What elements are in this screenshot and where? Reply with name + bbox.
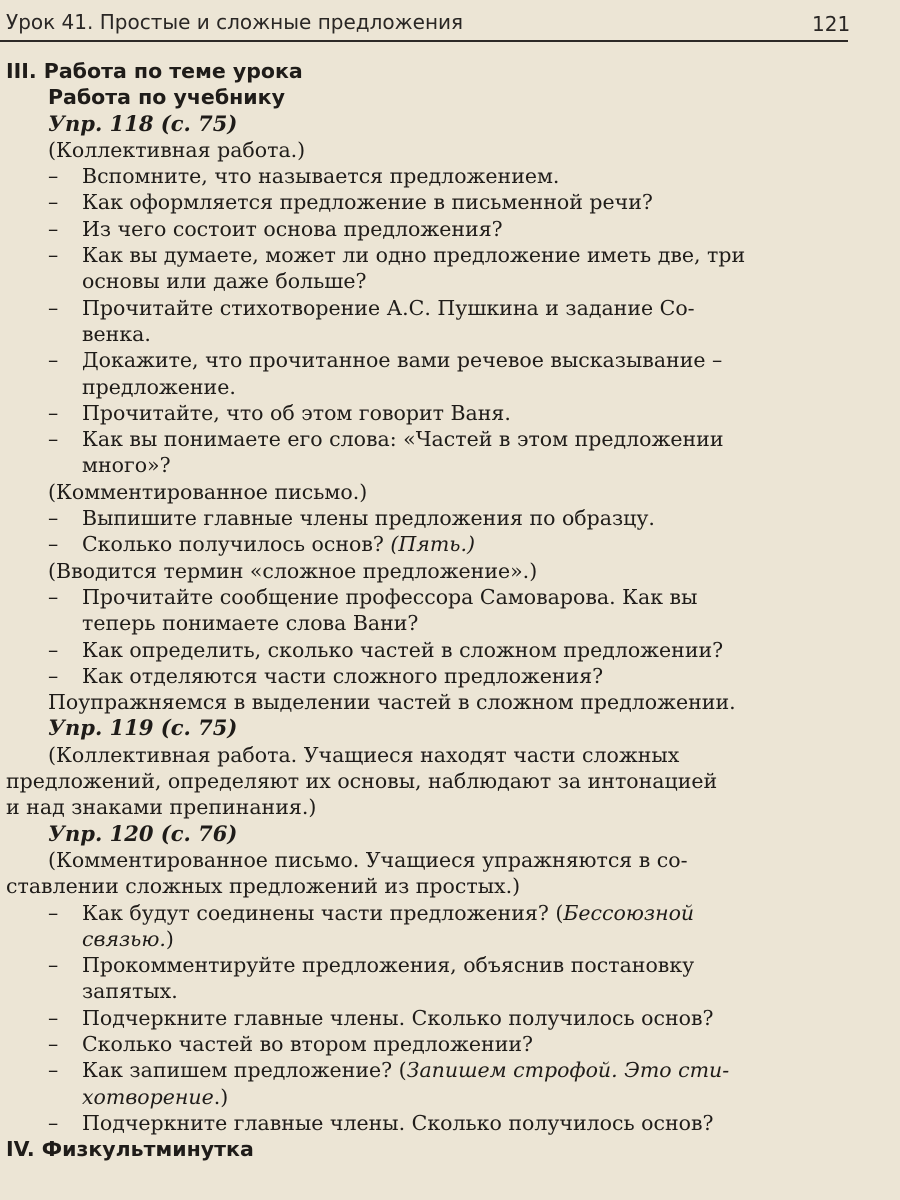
line-text: Прокомментируйте предложения, объяснив постановку xyxy=(82,953,695,978)
question-continuation xyxy=(0,610,860,636)
question-line xyxy=(0,295,860,321)
line-text: Упр. 120 (с. 76) xyxy=(48,820,238,846)
dash-bullet: – xyxy=(48,663,59,688)
running-title: Урок 41. Простые и сложные предложения xyxy=(6,10,464,34)
dash-bullet: – xyxy=(48,190,59,215)
dash-bullet: – xyxy=(48,348,59,373)
line-text: Подчеркните главные члены. Сколько получилось основ? xyxy=(82,1110,714,1135)
line-text: Подчеркните главные члены. Сколько получилось основ? xyxy=(82,1005,714,1030)
question-line xyxy=(0,1110,860,1136)
paragraph-line xyxy=(0,847,860,873)
question-line xyxy=(0,637,860,663)
question-line xyxy=(0,163,860,189)
question-line xyxy=(0,531,860,557)
dash-bullet: – xyxy=(48,953,59,978)
question-line xyxy=(0,1031,860,1057)
line-tail: ) xyxy=(165,926,174,951)
line-text: IV. Физкультминутка xyxy=(6,1137,254,1162)
subheading xyxy=(0,84,860,110)
line-text: ставлении сложных предложений из простых.) xyxy=(6,874,521,899)
dash-bullet: – xyxy=(48,216,59,241)
line-text: основы или даже больше? xyxy=(82,269,367,294)
italic-answer: Бессоюзной xyxy=(563,900,695,925)
question-line xyxy=(0,663,860,689)
dash-bullet: – xyxy=(48,164,59,189)
line-text: Прочитайте, что об этом говорит Ваня. xyxy=(82,400,511,425)
line-text: запятых. xyxy=(82,979,178,1004)
line-text: (Коллективная работа. Учащиеся находят части сложных xyxy=(48,742,680,767)
page-body xyxy=(0,58,860,1162)
line-text: Сколько частей во втором предложении? xyxy=(82,1031,534,1056)
paragraph-line xyxy=(0,742,860,768)
line-text: Упр. 119 (с. 75) xyxy=(48,715,238,741)
italic-answer: (Пять.) xyxy=(390,532,475,557)
paragraph-continuation xyxy=(0,768,860,794)
line-text: (Комментированное письмо.) xyxy=(48,479,368,504)
question-line xyxy=(0,242,860,268)
line-text: много»? xyxy=(82,453,171,478)
line-text: венка. xyxy=(82,321,151,346)
paragraph-line xyxy=(0,558,860,584)
dash-bullet: – xyxy=(48,243,59,268)
line-text: Как вы думаете, может ли одно предложение иметь две, три xyxy=(82,243,746,268)
dash-bullet: – xyxy=(48,1005,59,1030)
line-text: Как будут соединены части предложения? ( xyxy=(82,900,564,925)
line-tail: .) xyxy=(213,1084,229,1109)
line-text: Докажите, что прочитанное вами речевое высказывание – xyxy=(82,348,723,373)
line-text: (Коллективная работа.) xyxy=(48,137,306,162)
line-text: Как определить, сколько частей в сложном предложении? xyxy=(82,637,724,662)
question-line xyxy=(0,584,860,610)
question-continuation xyxy=(0,374,860,400)
line-text: предложений, определяют их основы, наблюдают за интонацией xyxy=(6,769,718,794)
question-line xyxy=(0,900,860,926)
question-line xyxy=(0,505,860,531)
line-text: (Комментированное письмо. Учащиеся упражняются в со- xyxy=(48,847,688,872)
line-text: Прочитайте стихотворение А.С. Пушкина и задание Со- xyxy=(82,295,695,320)
question-continuation xyxy=(0,1084,860,1110)
exercise-reference xyxy=(0,715,860,741)
dash-bullet: – xyxy=(48,1031,59,1056)
line-text: Как отделяются части сложного предложения? xyxy=(82,663,604,688)
line-text: Как оформляется предложение в письменной речи? xyxy=(82,190,653,215)
line-text: теперь понимаете слова Вани? xyxy=(82,611,419,636)
question-line xyxy=(0,216,860,242)
question-line xyxy=(0,347,860,373)
page-header xyxy=(0,0,900,44)
paragraph-continuation xyxy=(0,794,860,820)
question-continuation xyxy=(0,452,860,478)
question-continuation xyxy=(0,321,860,347)
page-number: 121 xyxy=(812,12,851,36)
italic-answer: Запишем строфой. Это сти- xyxy=(406,1058,730,1083)
question-line xyxy=(0,189,860,215)
dash-bullet: – xyxy=(48,637,59,662)
dash-bullet: – xyxy=(48,295,59,320)
line-text: Как вы понимаете его слова: «Частей в этом предложении xyxy=(82,427,724,452)
exercise-reference xyxy=(0,111,860,137)
section-heading xyxy=(0,1136,860,1162)
question-line xyxy=(0,426,860,452)
question-line xyxy=(0,1057,860,1083)
dash-bullet: – xyxy=(48,1058,59,1083)
dash-bullet: – xyxy=(48,532,59,557)
question-continuation xyxy=(0,268,860,294)
dash-bullet: – xyxy=(48,1110,59,1135)
question-line xyxy=(0,952,860,978)
paragraph-line xyxy=(0,689,860,715)
dash-bullet: – xyxy=(48,400,59,425)
line-text: Поупражняемся в выделении частей в сложном предложении. xyxy=(48,690,736,715)
paragraph-continuation xyxy=(0,873,860,899)
line-text: Упр. 118 (с. 75) xyxy=(48,110,238,136)
line-text: Из чего состоит основа предложения? xyxy=(82,216,503,241)
paragraph-line xyxy=(0,479,860,505)
exercise-reference xyxy=(0,821,860,847)
paragraph-line xyxy=(0,137,860,163)
line-text: предложение. xyxy=(82,374,236,399)
dash-bullet: – xyxy=(48,900,59,925)
line-text: Выпишите главные члены предложения по образцу. xyxy=(82,506,655,531)
header-rule xyxy=(0,40,848,42)
question-continuation xyxy=(0,926,860,952)
line-text: Работа по учебнику xyxy=(48,85,285,110)
dash-bullet: – xyxy=(48,584,59,609)
line-text: Сколько получилось основ? xyxy=(82,532,391,557)
section-heading xyxy=(0,58,860,84)
italic-answer: хотворение xyxy=(82,1084,214,1109)
line-text: Прочитайте сообщение профессора Самоварова. Как вы xyxy=(82,584,698,609)
line-text: и над знаками препинания.) xyxy=(6,795,317,820)
line-text: III. Работа по теме урока xyxy=(6,59,303,83)
italic-answer: связью. xyxy=(82,926,166,951)
line-text: Как запишем предложение? ( xyxy=(82,1058,407,1083)
question-continuation xyxy=(0,978,860,1004)
line-text: Вспомните, что называется предложением. xyxy=(82,164,560,189)
dash-bullet: – xyxy=(48,506,59,531)
question-line xyxy=(0,1005,860,1031)
line-text: (Вводится термин «сложное предложение».) xyxy=(48,558,538,583)
dash-bullet: – xyxy=(48,427,59,452)
question-line xyxy=(0,400,860,426)
